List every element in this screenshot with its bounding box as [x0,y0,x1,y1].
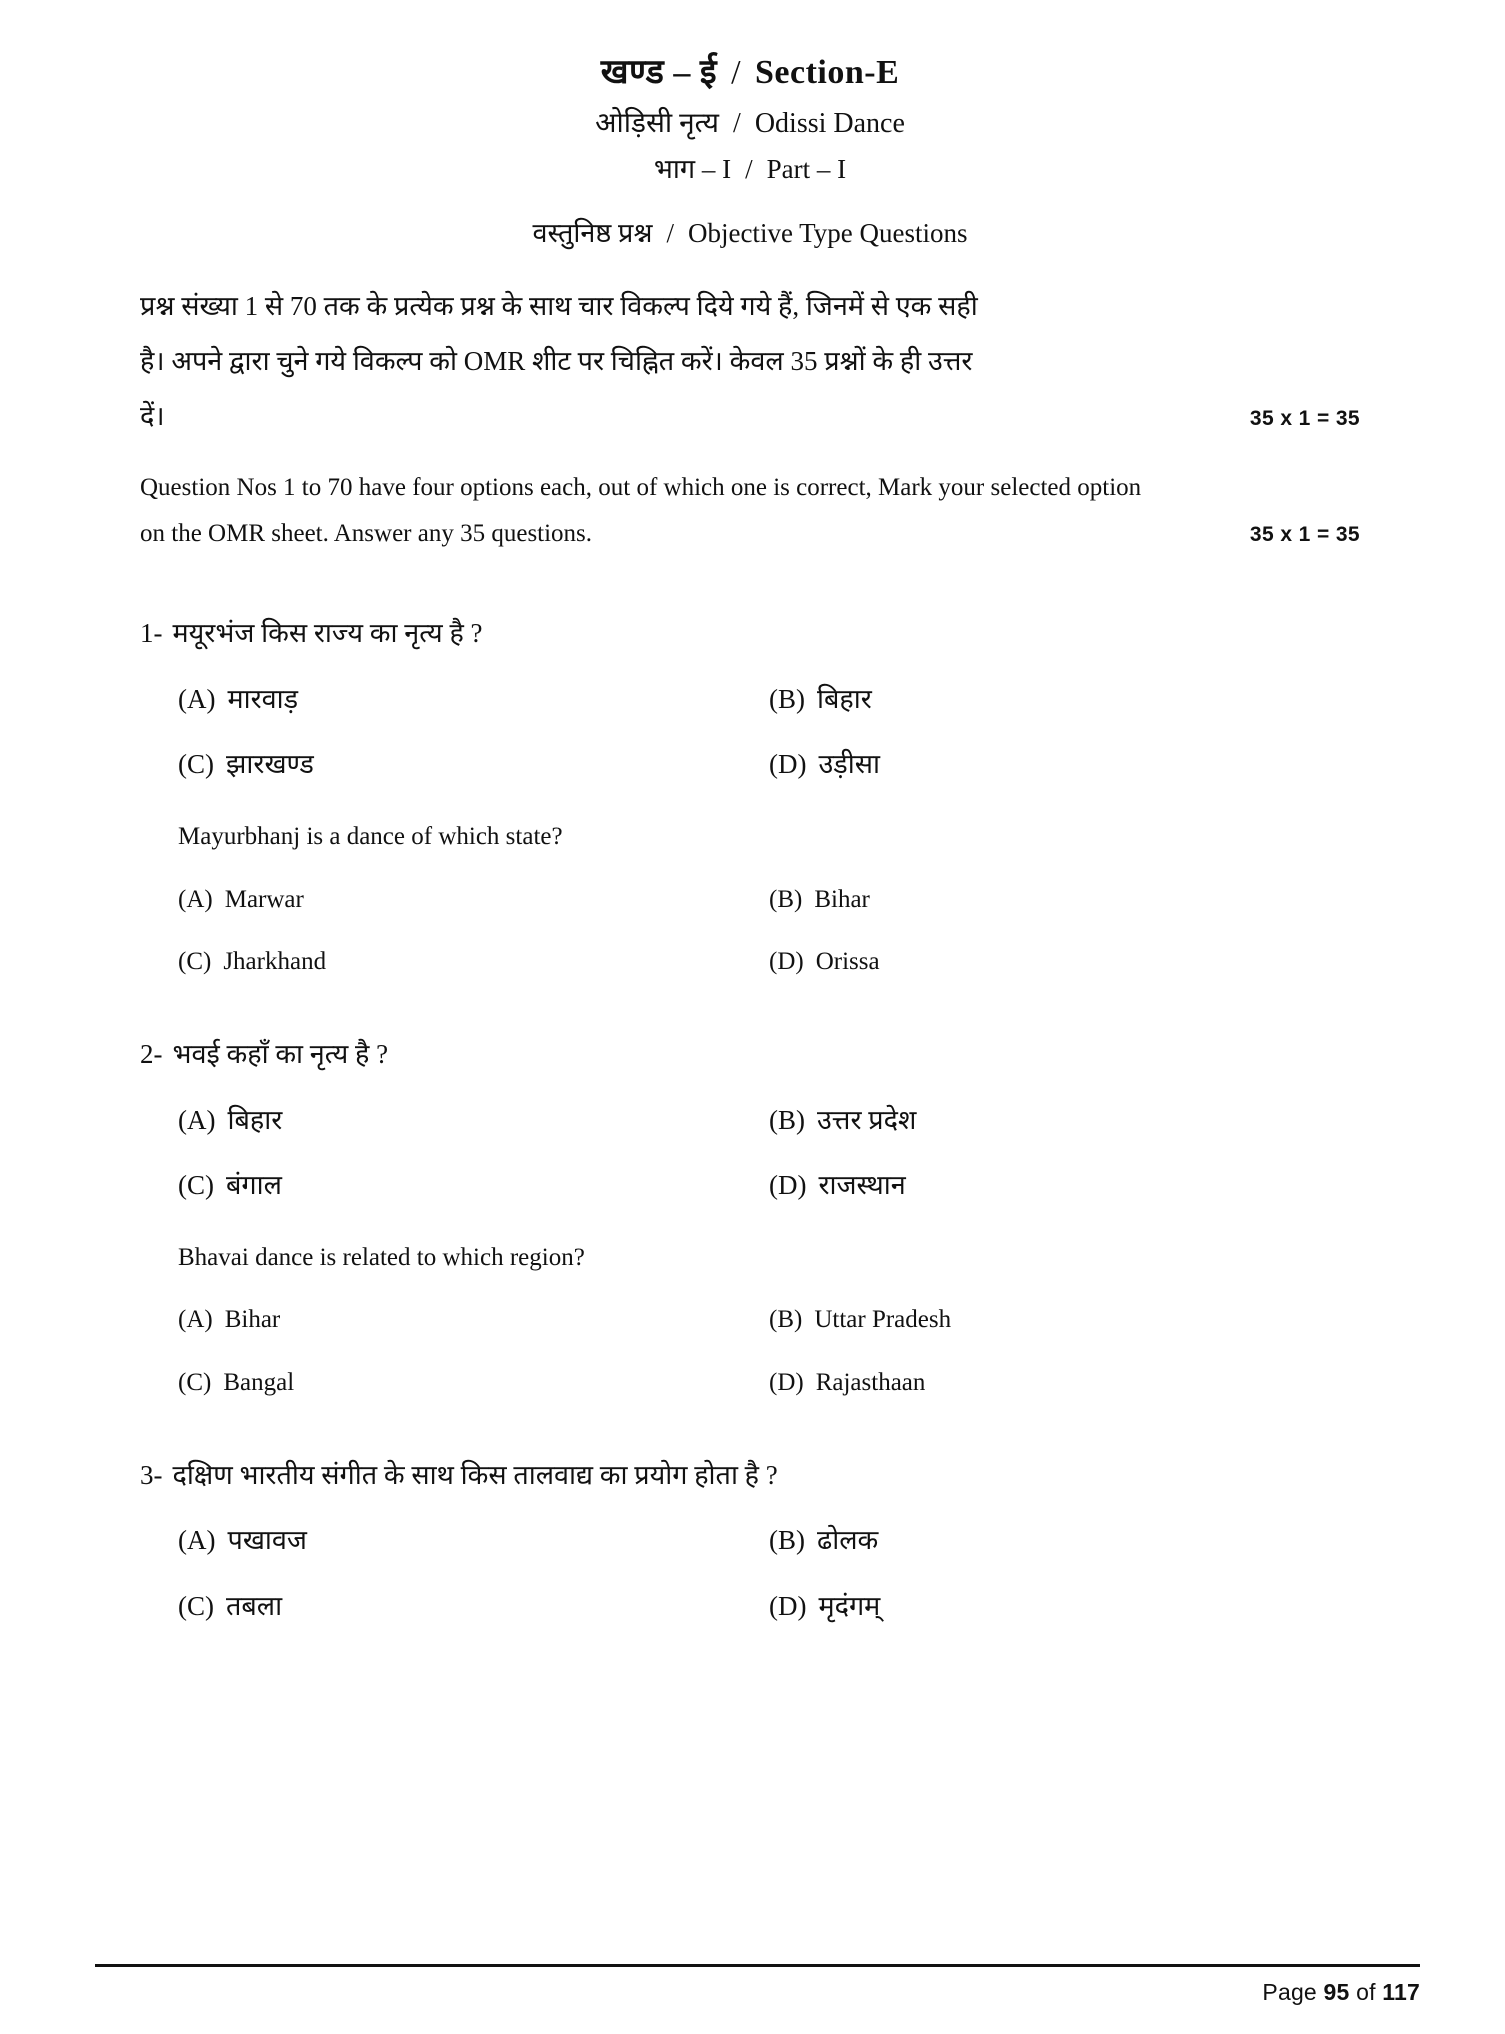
option-c[interactable] [178,745,769,784]
option-b-en[interactable] [769,1302,1360,1338]
option-b-text: बिहार [817,683,872,714]
options-english [140,882,1360,981]
option-row [178,882,1360,918]
option-b-label: (B) [769,683,805,714]
option-c-label: (C) [178,748,214,779]
marks-english: 35 x 1 = 35 [1249,523,1360,547]
question-stem-hindi [140,1455,1360,1496]
options-hindi [140,1101,1360,1205]
subject-separator: / [733,107,741,139]
option-c[interactable] [178,1166,769,1205]
option-b-en[interactable] [769,882,1360,918]
question-text-hindi: भवई कहाँ का नृत्य है ? [172,1039,389,1070]
instructions-hindi [140,279,1360,445]
subject-title-english: Odissi Dance [754,107,905,139]
option-b-en-text: Bihar [814,885,870,913]
option-b-en-text: Uttar Pradesh [814,1306,952,1334]
option-c-label: (C) [178,1169,214,1200]
option-a-en-text: Marwar [224,885,304,913]
question-number: 3- [140,1459,163,1490]
option-a-en-label: (A) [178,885,213,913]
option-c-en-text: Bangal [223,1368,295,1396]
options-english [140,1302,1360,1401]
option-d[interactable] [769,1587,1360,1626]
footer-divider [95,1964,1420,1967]
instructions-english [140,465,1360,558]
option-b[interactable] [769,1521,1360,1560]
question-block [140,1034,1360,1401]
question-text-english: Mayurbhanj is a dance of which state? [178,823,563,851]
option-row [178,1101,1360,1140]
option-c-text: तबला [226,1590,283,1621]
instructions-english-line-2-row [140,511,1360,557]
option-a-label: (A) [178,683,216,714]
option-b-text: उत्तर प्रदेश [817,1104,917,1135]
option-d-label: (D) [769,1590,807,1621]
option-row [178,1365,1360,1401]
option-a-text: पखावज [227,1525,307,1556]
option-c-en-text: Jharkhand [223,947,327,975]
option-d[interactable] [769,1166,1360,1205]
question-block [140,1455,1360,1626]
objective-title [140,215,1360,253]
option-a-en-text: Bihar [224,1306,281,1334]
option-row [178,1166,1360,1205]
option-b[interactable] [769,1101,1360,1140]
page-number: 95 [1323,1979,1350,2005]
section-title-hindi: खण्ड – ई [600,54,718,91]
option-a-en-label: (A) [178,1306,213,1334]
part-separator: / [745,153,753,184]
option-a[interactable] [178,1521,769,1560]
page-of-label: of [1356,1979,1376,2005]
option-row [178,1302,1360,1338]
question-text-english: Bhavai dance is related to which region? [178,1243,585,1271]
option-b-en-label: (B) [769,1306,803,1334]
option-a-en[interactable] [178,882,769,918]
option-a-label: (A) [178,1525,216,1556]
question-block [140,613,1360,980]
option-a-text: बिहार [227,1104,283,1135]
instructions-hindi-line-3-row [140,389,1360,444]
page-indicator [95,1979,1420,2006]
question-number: 2- [140,1039,163,1070]
page-total: 117 [1382,1979,1420,2005]
option-row [178,1587,1360,1626]
option-a[interactable] [178,680,769,719]
part-title-english: Part – I [766,153,847,184]
option-d-label: (D) [769,748,807,779]
subject-title-hindi: ओड़िसी नृत्य [595,107,720,139]
option-d[interactable] [769,745,1360,784]
instructions-english-line-2: on the OMR sheet. Answer any 35 questions. [140,520,593,548]
option-d-label: (D) [769,1169,807,1200]
section-title-english: Section-E [755,54,900,91]
option-row [178,944,1360,980]
option-a-text: मारवाड़ [227,683,299,714]
option-b-text: ढोलक [817,1525,879,1556]
question-stem-hindi [140,613,1360,654]
objective-title-english: Objective Type Questions [687,218,968,248]
option-c-en[interactable] [178,944,769,980]
option-b-label: (B) [769,1525,805,1556]
title-separator: / [731,54,742,91]
instructions-hindi-line-2: है। अपने द्वारा चुने गये विकल्प को OMR शीट पर चिह्नित करें। केवल 35 प्रश्नों के ही उत्तर [140,346,973,377]
section-title [140,52,1360,95]
question-number: 1- [140,618,163,649]
subject-title [140,103,1360,145]
option-row [178,1521,1360,1560]
instructions-hindi-line-3: दें। [140,401,165,432]
option-c-text: झारखण्ड [226,748,314,779]
option-a-label: (A) [178,1104,216,1135]
question-text-hindi: मयूरभंज किस राज्य का नृत्य है ? [172,618,483,649]
option-d-text: राजस्थान [818,1169,906,1200]
objective-title-hindi: वस्तुनिष्ठ प्रश्न [532,218,653,248]
option-d-en[interactable] [769,1365,1360,1401]
question-text-hindi: दक्षिण भारतीय संगीत के साथ किस तालवाद्य का प्रयोग होता है ? [172,1459,778,1490]
page-label: Page [1262,1979,1317,2005]
page-content [140,0,1360,1680]
option-d-text: मृदंगम् [818,1590,881,1621]
option-b-en-label: (B) [769,885,803,913]
options-hindi [140,1521,1360,1625]
option-d-en-text: Orissa [815,947,880,975]
option-c-en[interactable] [178,1365,769,1401]
part-title-hindi: भाग – I [653,153,732,184]
option-d-text: उड़ीसा [818,748,880,779]
part-title [140,149,1360,190]
option-d-en-label: (D) [769,1368,804,1396]
option-a[interactable] [178,1101,769,1140]
option-b-label: (B) [769,1104,805,1135]
option-c-en-label: (C) [178,1368,212,1396]
option-d-en[interactable] [769,944,1360,980]
option-c-label: (C) [178,1590,214,1621]
instructions-english-line-1: Question Nos 1 to 70 have four options each, out of which one is correct, Mark your selected option [140,473,1142,501]
page-header [140,0,1360,253]
option-d-en-text: Rajasthaan [815,1368,926,1396]
instructions-hindi-line-1: प्रश्न संख्या 1 से 70 तक के प्रत्येक प्रश्न के साथ चार विकल्प दिये गये हैं, जिनमें से एक सही [140,290,978,321]
marks-hindi: 35 x 1 = 35 [1249,407,1360,431]
option-c[interactable] [178,1587,769,1626]
page-footer [95,1964,1420,2006]
option-c-en-label: (C) [178,947,212,975]
option-d-en-label: (D) [769,947,804,975]
option-row [178,745,1360,784]
questions-list [140,613,1360,1625]
option-b[interactable] [769,680,1360,719]
option-row [178,680,1360,719]
option-a-en[interactable] [178,1302,769,1338]
option-c-text: बंगाल [226,1169,282,1200]
objective-separator: / [666,218,674,248]
options-hindi [140,680,1360,784]
question-stem-hindi [140,1034,1360,1075]
